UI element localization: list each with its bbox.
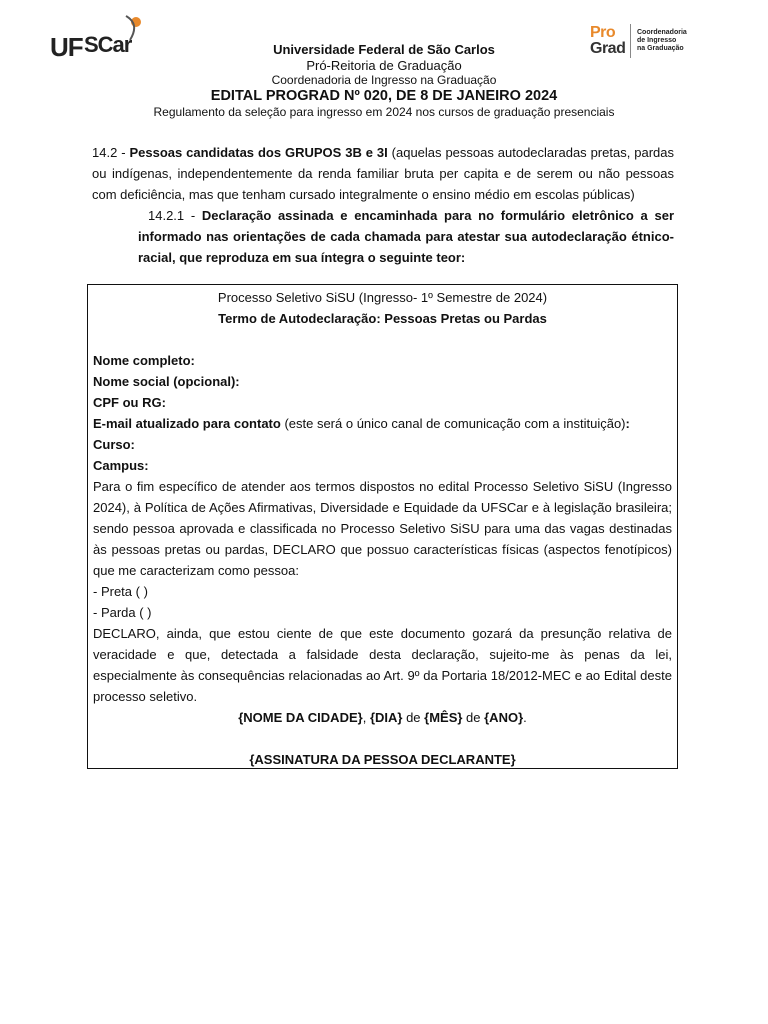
prograd-desc-line: na Graduação — [637, 45, 684, 52]
field-email-note: (este será o único canal de comunicação com a instituição) — [280, 416, 626, 431]
coordination: Coordenadoria de Ingresso na Graduação — [271, 73, 497, 87]
signature-placeholder: {ASSINATURA DA PESSOA DECLARANTE} — [249, 752, 516, 767]
field-email-label: E-mail atualizado para contato — [93, 416, 281, 431]
form-title: Termo de Autodeclaração: Pessoas Pretas ou Pardas — [218, 311, 547, 326]
field-email — [93, 413, 672, 434]
date-dot: . — [523, 710, 527, 725]
university-name: Universidade Federal de São Carlos — [273, 42, 495, 57]
date-de: de — [462, 710, 485, 725]
declaration-paragraph-1: Para o fim específico de atender aos termos dispostos no edital Processo Seletivo SiSU (Ingresso 2024), à Política de Ações Afirmativas, Diversidade e Equidade da UFSCar e à legislação brasileira; sendo pessoa aprovada e classificada no Processo Seletivo SiSU para uma das vagas destinadas às pessoas pretas ou pardas, DECLARO que possuo características físicas (aspectos fenotípicos) que me caracterizam como pessoa: — [93, 479, 672, 578]
option-preta: - Preta ( ) — [93, 584, 148, 599]
date-de: de — [402, 710, 425, 725]
option-parda: - Parda ( ) — [93, 605, 152, 620]
svg-text:UF: UF — [50, 32, 83, 62]
dean-office: Pró-Reitoria de Graduação — [306, 58, 462, 73]
day-placeholder: {DIA} — [369, 710, 403, 725]
section-number: 14.2 - — [92, 145, 130, 160]
subsection-bold-text: Declaração assinada e encaminhada para no formulário eletrônico a ser informado nas orientações de cada chamada para atestar sua autodeclaração étnico-racial, que reproduza em sua íntegra o seguinte teor: — [138, 208, 674, 265]
form-process: Processo Seletivo SiSU (Ingresso- 1º Semestre de 2024) — [217, 290, 548, 305]
section-paragraph — [92, 142, 674, 205]
prograd-grad-text: Grad — [590, 40, 626, 57]
year-placeholder: {ANO} — [484, 710, 524, 725]
field-social-name: Nome social (opcional): — [93, 374, 240, 389]
city-placeholder: {NOME DA CIDADE} — [238, 710, 363, 725]
edital-title: EDITAL PROGRAD Nº 020, DE 8 DE JANEIRO 2024 — [210, 88, 558, 104]
subsection-14-2-1 — [92, 205, 674, 268]
month-placeholder: {MÊS} — [424, 710, 463, 725]
subsection-number: 14.2.1 - — [148, 208, 202, 223]
field-email-colon: : — [625, 416, 630, 431]
prograd-desc-line: de Ingresso — [637, 37, 677, 44]
svg-text:SCar: SCar — [84, 32, 132, 57]
document-header — [0, 42, 768, 119]
form-spacer — [93, 728, 672, 749]
form-spacer — [93, 329, 672, 350]
section-14-2 — [92, 142, 674, 268]
prograd-desc-line: Coordenadoria — [637, 29, 687, 36]
field-course: Curso: — [93, 437, 135, 452]
declaration-paragraph-2: DECLARO, ainda, que estou ciente de que este documento gozará da presunção relativa de veracidade e que, detectada a falsidade desta declaração, sujeito-me às penas da lei, especialmente às consequências relacionadas ao Art. 9º da Portaria 18/2012-MEC e ao Edital deste processo seletivo. — [93, 626, 672, 704]
prograd-pro-text: Pro — [590, 24, 616, 41]
field-cpf-rg: CPF ou RG: — [93, 395, 166, 410]
place-date-line — [93, 707, 672, 728]
edital-subtitle: Regulamento da seleção para ingresso em 2024 nos cursos de graduação presenciais — [153, 105, 615, 119]
section-bold-title: Pessoas candidatas dos GRUPOS 3B e 3I — [129, 145, 388, 160]
field-campus: Campus: — [93, 458, 149, 473]
field-full-name: Nome completo: — [93, 353, 195, 368]
declaration-form-box — [87, 284, 678, 769]
date-separator: , — [362, 710, 370, 725]
section-text: (aquelas pessoas autodeclaradas pretas, pardas ou indígenas, independentemente da renda familiar bruta per capita e de serem ou não pessoas com deficiência, mas que tenham cursado integralmente o ensino médio em escolas públicas) — [92, 145, 674, 202]
